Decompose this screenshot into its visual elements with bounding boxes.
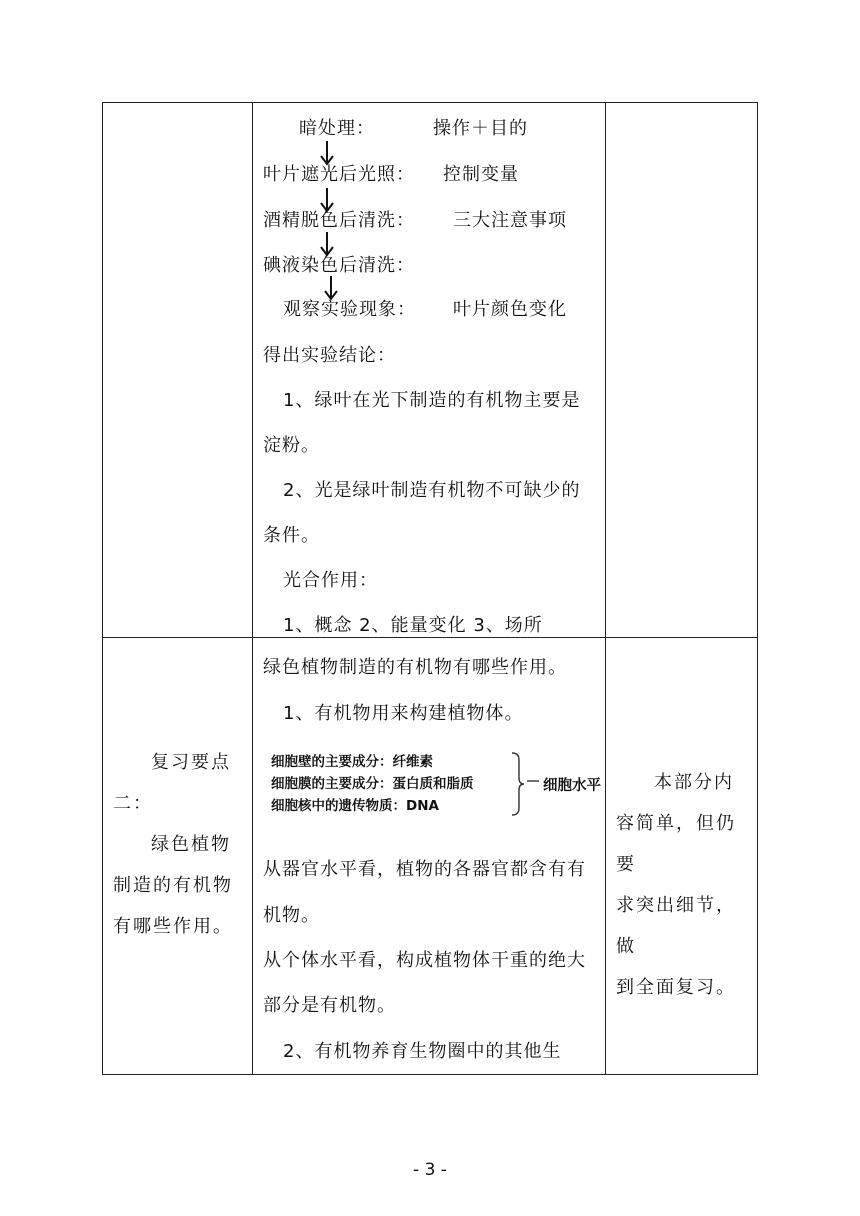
teaching-note-line-1: 本部分内	[654, 772, 734, 793]
teaching-note-line-4: 到全面复习。	[616, 977, 736, 998]
cell-level-figure	[271, 748, 601, 818]
review-point-line-1: 复习要点	[151, 752, 231, 773]
flow-note-5: 叶片颜色变化	[453, 299, 567, 320]
down-arrow-icon	[323, 275, 339, 301]
point-2: 2、有机物养育生物圈中的其他生	[283, 1041, 562, 1062]
row1-right-cell	[606, 103, 758, 638]
flow-step-4: 碘液染色后清洗：	[263, 255, 415, 276]
page-number: - 3 -	[413, 1160, 447, 1180]
conclusion-1b: 淀粉。	[263, 435, 320, 456]
flow-step-5: 观察实验现象：	[283, 299, 416, 320]
flow-step-2: 叶片遮光后光照：	[263, 164, 415, 185]
organ-level-b: 机物。	[263, 905, 320, 926]
row1-left-cell	[103, 103, 253, 638]
individual-level-b: 部分是有机物。	[263, 995, 396, 1016]
figure-line-3: 细胞核中的遗传物质：DNA	[271, 798, 439, 814]
teaching-note-line-3: 求突出细节，做	[616, 895, 736, 957]
flow-note-1: 操作＋目的	[433, 118, 528, 139]
review-point-line-2: 二：	[113, 793, 153, 814]
figure-line-1: 细胞壁的主要成分：纤维素	[271, 754, 433, 770]
lesson-table	[102, 102, 758, 1075]
conclusion-title: 得出实验结论：	[263, 345, 396, 366]
review-point-line-3: 绿色植物	[151, 834, 231, 855]
figure-line-2: 细胞膜的主要成分：蛋白质和脂质	[271, 776, 474, 792]
row1-middle-cell	[253, 103, 606, 638]
dash-icon	[527, 779, 539, 783]
flow-step-1: 暗处理：	[299, 118, 375, 139]
flow-step-3: 酒精脱色后清洗：	[263, 210, 415, 231]
row2-middle-cell	[253, 638, 606, 1075]
down-arrow-icon	[319, 140, 335, 166]
conclusion-2b: 条件。	[263, 525, 320, 546]
photosynthesis-title: 光合作用：	[283, 570, 378, 591]
flow-note-3: 三大注意事项	[453, 210, 567, 231]
individual-level-a: 从个体水平看，构成植物体干重的绝大	[263, 950, 586, 971]
photosynthesis-items: 1、概念 2、能量变化 3、场所	[283, 615, 543, 636]
conclusion-1a: 1、绿叶在光下制造的有机物主要是	[283, 390, 581, 411]
table-row	[103, 103, 758, 638]
organ-level-a: 从器官水平看，植物的各器官都含有有	[263, 859, 586, 880]
cell-level-label: 细胞水平	[543, 778, 601, 794]
review-point-line-5: 有哪些作用。	[113, 916, 233, 937]
row2-left-cell	[103, 638, 253, 1075]
teaching-note-line-2: 容简单，但仍要	[616, 813, 736, 875]
conclusion-2a: 2、光是绿叶制造有机物不可缺少的	[283, 480, 581, 501]
question-text: 绿色植物制造的有机物有哪些作用。	[263, 657, 567, 678]
point-1: 1、有机物用来构建植物体。	[283, 703, 524, 724]
review-point-line-4: 制造的有机物	[113, 875, 233, 896]
table-row	[103, 638, 758, 1075]
row2-right-cell	[606, 638, 758, 1075]
down-arrow-icon	[319, 231, 335, 257]
flow-note-2: 控制变量	[443, 164, 519, 185]
right-brace-icon	[511, 752, 525, 816]
